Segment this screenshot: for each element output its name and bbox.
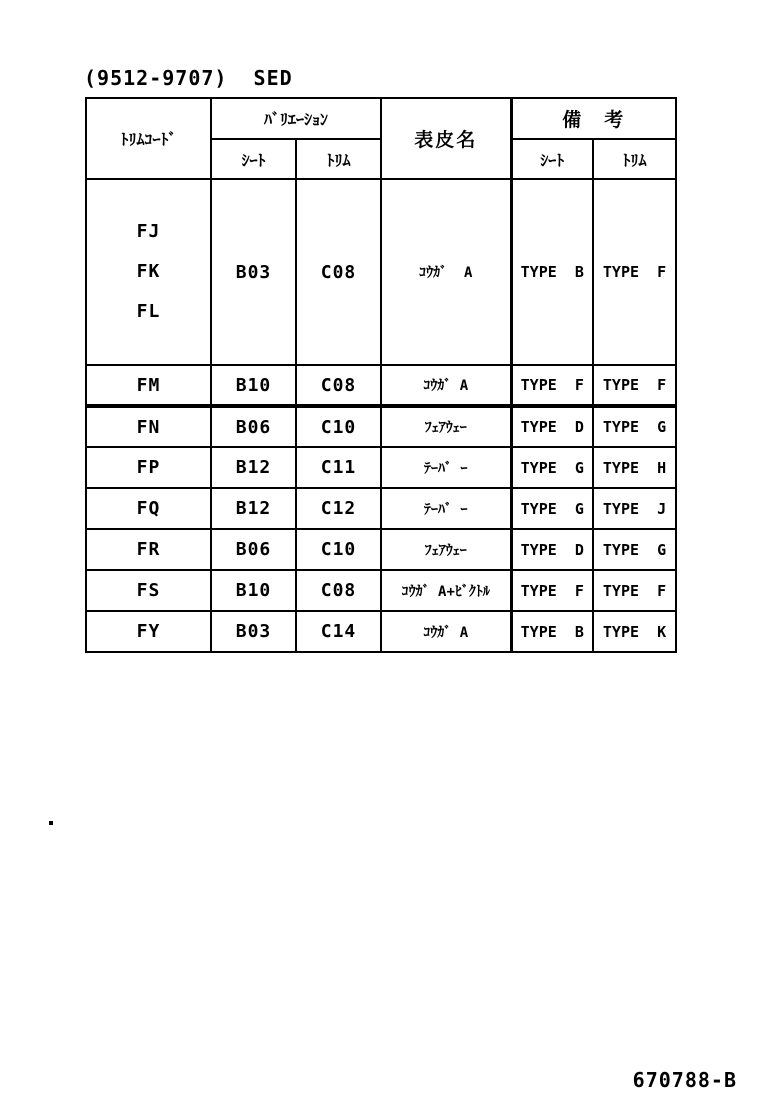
- trim-variation-cell: C14: [296, 611, 381, 652]
- seat-variation-cell: B03: [211, 611, 296, 652]
- seat-remark-cell: TYPE F: [511, 570, 593, 611]
- seat-variation-cell: B06: [211, 529, 296, 570]
- seat-variation-cell: B03: [211, 179, 296, 365]
- seat-variation-cell: B10: [211, 365, 296, 406]
- surface-name-cell: ﾌｪｱｳｪｰ: [381, 406, 511, 447]
- trim-remark-cell: TYPE F: [593, 570, 676, 611]
- seat-variation-cell: B12: [211, 447, 296, 488]
- scan-speck: [49, 821, 53, 825]
- surface-name-cell: ｺｳｶﾞ A+ﾋﾞｸﾄﾙ: [381, 570, 511, 611]
- header-remarks-seat: ｼｰﾄ: [511, 139, 593, 179]
- header-trim-code: ﾄﾘﾑｺｰﾄﾞ: [86, 98, 211, 179]
- table-row-fp: [86, 447, 676, 488]
- trim-code-cell: FQ: [86, 488, 211, 529]
- table-body: [86, 179, 676, 652]
- trim-remark-cell: TYPE J: [593, 488, 676, 529]
- seat-variation-cell: B10: [211, 570, 296, 611]
- seat-remark-cell: TYPE D: [511, 406, 593, 447]
- trim-remark-cell: TYPE G: [593, 529, 676, 570]
- trim-code-cell: FY: [86, 611, 211, 652]
- surface-name-cell: ﾌｪｱｳｪｰ: [381, 529, 511, 570]
- header-remarks: 備 考: [511, 98, 676, 139]
- table-row-fn: [86, 406, 676, 447]
- surface-name-cell: ｺｳｶﾞ A: [381, 365, 511, 406]
- seat-remark-cell: TYPE B: [511, 611, 593, 652]
- trim-code-table: [85, 97, 677, 653]
- table-row-fm: [86, 365, 676, 406]
- trim-code-cell: [86, 179, 211, 365]
- seat-remark-cell: TYPE G: [511, 447, 593, 488]
- table-row-fq: [86, 488, 676, 529]
- trim-remark-cell: TYPE H: [593, 447, 676, 488]
- surface-name-cell: ﾃｰﾊﾞ ｰ: [381, 447, 511, 488]
- trim-code-cell: FP: [86, 447, 211, 488]
- document-number: 670788-B: [632, 1068, 737, 1092]
- surface-name-cell: ｺｳｶﾞ A: [381, 179, 511, 365]
- trim-code: FK: [136, 261, 161, 282]
- trim-code-cell: FS: [86, 570, 211, 611]
- trim-variation-cell: C08: [296, 570, 381, 611]
- seat-remark-cell: TYPE D: [511, 529, 593, 570]
- seat-remark-cell: TYPE F: [511, 365, 593, 406]
- trim-code-cell: FR: [86, 529, 211, 570]
- trim-code-cell: FN: [86, 406, 211, 447]
- header-variation: ﾊﾞﾘｴｰｼｮﾝ: [211, 98, 381, 139]
- seat-remark-cell: TYPE G: [511, 488, 593, 529]
- header-surface-name: 表皮名: [381, 98, 511, 179]
- header-variation-trim: ﾄﾘﾑ: [296, 139, 381, 179]
- header-variation-seat: ｼｰﾄ: [211, 139, 296, 179]
- trim-remark-cell: TYPE K: [593, 611, 676, 652]
- trim-code-cell: FM: [86, 365, 211, 406]
- seat-variation-cell: B06: [211, 406, 296, 447]
- trim-code: FL: [136, 301, 161, 322]
- trim-remark-cell: TYPE F: [593, 365, 676, 406]
- trim-code: FJ: [136, 221, 161, 242]
- trim-variation-cell: C08: [296, 365, 381, 406]
- seat-variation-cell: B12: [211, 488, 296, 529]
- trim-variation-cell: C10: [296, 406, 381, 447]
- surface-name-cell: ﾃｰﾊﾞ ｰ: [381, 488, 511, 529]
- table-row-fy: [86, 611, 676, 652]
- surface-name-cell: ｺｳｶﾞ A: [381, 611, 511, 652]
- seat-remark-cell: TYPE B: [511, 179, 593, 365]
- table-row-fs: [86, 570, 676, 611]
- trim-code-stack: [87, 222, 210, 322]
- header-remarks-trim: ﾄﾘﾑ: [593, 139, 676, 179]
- trim-remark-cell: TYPE F: [593, 179, 676, 365]
- table-row-fj-fk-fl: [86, 179, 676, 365]
- trim-variation-cell: C10: [296, 529, 381, 570]
- trim-remark-cell: TYPE G: [593, 406, 676, 447]
- trim-variation-cell: C08: [296, 179, 381, 365]
- trim-variation-cell: C11: [296, 447, 381, 488]
- table-header: [86, 98, 676, 179]
- table-row-fr: [86, 529, 676, 570]
- page-title: (9512-9707) SED: [84, 66, 293, 90]
- trim-variation-cell: C12: [296, 488, 381, 529]
